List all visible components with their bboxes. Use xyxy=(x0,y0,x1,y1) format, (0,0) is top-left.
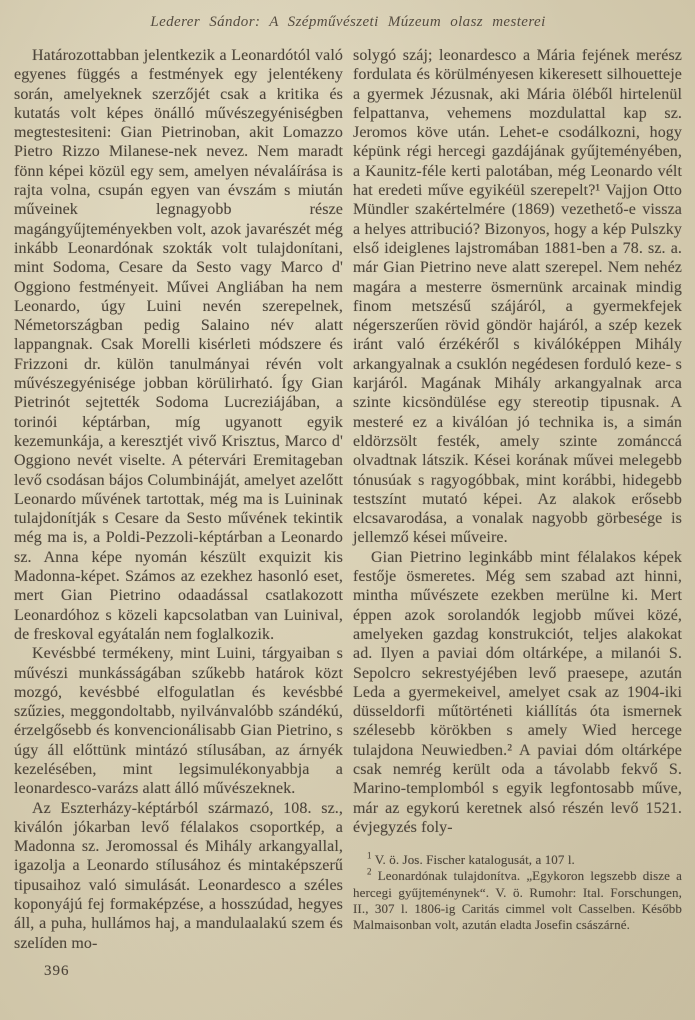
footnotes-block xyxy=(353,852,682,933)
text-columns xyxy=(14,46,682,981)
running-head-title: Lederer Sándor: A Szépművészeti Múzeum olasz mesterei xyxy=(150,14,546,30)
footnote-2 xyxy=(353,868,682,933)
paragraph-left-1: Határozottabban jelentkezik a Leonardótól való egyenes függés a festmények egy jelentékeny során, amelyeknek szerzőjét csak a kritika és kutatás volt képes önálló művészegyéniségben megtestesiteni: Gian Pietrinoban, akit Lomazzo Pietro Rizzo Milanese-nek nevez. Nem maradt fönn képei közül egy sem, amelyen névaláírása is rajta volna, csupán egyen van évszám s miután műveinek legnagyobb része magángyűjteményekben volt, azok javarészét még inkább Leonardónak szokták volt tulajdonítani, mint Sodoma, Cesare da Sesto vagy Marco d' Oggiono festményeit. Művei Angliában ha nem Leonardo, úgy Luini nevén szerepelnek, Németországban pedig Salaino név alatt lappangnak. Csak Morelli kisérleti módszere és Frizzoni dr. külön tanulmányai révén volt művészegyénisége jobban körülirható. Így Gian Pietrinót sejtették Sodoma Lucreziájában, a torinói képtárban, míg ugyanott egyik kezemunkája, a keresztjét vivő Krisztus, Marco d' Oggiono nevét viselte. A pétervári Eremitageban levő csodásan bájos Columbináját, amelyet azelőtt Leonardo művének tartottak, még ma is Luininak tulajdonítják s Cesare da Sesto művének tekintik még ma is, a Poldi-Pezzoli-képtárban a Leonardo sz. Anna képe nyomán készült exquizit kis Madonna-képet. Számos az ezekhez hasonló eset, mert Gian Pietrino odaadással csatlakozott Leonardóhoz s közeli kapcsolatban van Luinival, de freskoval egyátalán nem foglalkozik. xyxy=(14,47,343,643)
paragraph-right-2: Gian Pietrino leginkább mint félalakos képek festője ösmeretes. Még sem szabad azt hinni, mintha művészete ezekben merülne ki. Mert éppen azok sorolandók legjobb művei közé, amelyeken gazdag konstrukciót, teljes alakokat ad. Ilyen a paviai dóm oltárképe, a milanói S. Sepolcro sekrestyéjében levő praesepe, azután Leda a gyermekeivel, amelyet csak az 1904-iki düsseldorfi műtörténeti kiállítás óta ismernek szélesebb körökben s amely Wied hercege tulajdona Neuwiedben.² A paviai dóm oltárképe csak nemrég került oda a távolabb fekvő S. Marino-templomból s egyik legfontosabb műve, már az egykorú keretnek alsó részén levő 1521. évjegyzés foly- xyxy=(353,548,682,836)
footnote-2-text: Leonardónak tulajdonítva. „Egykoron legszebb disze a hercegi gyűjteménynek“. V. ö. Rumohr: Ital. Forschungen, II., 307 l. 1806-ig Caritás cimmel volt Casselben. Később Malmaisonban volt, azután eladta Josefin császárné. xyxy=(353,868,682,932)
footnote-1-text: V. ö. Jos. Fischer katalogusát, a 107 l. xyxy=(371,852,575,868)
paragraph-left-2: Kevésbbé termékeny, mint Luini, tárgyaiban s művészi munkásságában szűkebb határok közt mozgó, kevésbbé elfogulatlan és kevésbbé szűzies, meggondoltabb, nyilvánvalóbb szándékú, érzelgősebb és konvencionálisabb Gian Pietrino, s úgy áll előttünk mintázó stílusában, az árnyék kezelésében, mint legsimulékonyabbja a leonardesco-varázs alatt álló művészeknek. xyxy=(14,645,343,798)
paragraph-right-1: solygó száj; leonardesco a Mária fejének merész fordulata és körülményesen kikeresett silhouetteje a gyermek Jézusnak, aki Mária öléből hirtelenül felpattanva, vehemens mozdulattal kap sz. Jeromos köve után. Lehet-e csodálkozni, hogy képünk régi hercegi gazdájának gyűjteményében, a Kaunitz-féle kerti palotában, még Leonardo vélt hat eredeti műve egyikéül szerepelt?¹ Vajjon Otto Mündler szakértelmére (1869) vezethető-e vissza a helyes attribució? Bizonyos, hogy a kép Pulszky első ideiglenes lajstromában 1881-ben a 78. sz. a. már Gian Pietrino neve alatt szerepel. Nem nehéz magára a mesterre ösmernünk arcainak mindig finom metszésű szájáról, a gyermekfejek négerszerűen rövid göndör hajáról, a szép kezek iránt való érzékéről s kiválóképpen Mihály arkangyalnak a csuklón negédesen forduló keze- s karjáról. Magának Mihály arkangyalnak arca szinte kicsöndülése egy stereotip tipusnak. A mesteré ez a kiválóan jó technika is, a simán eldörzsölt festék, amely szinte zománccá olvadtnak látszik. Kései korának művei melegebb tónusúak s ragyogóbbak, mint korábbi, hidegebb testszínt mutató képei. Az alakok erősebb elcsavarodása, a vonalak nagyobb görbesége is jellemző kései műveire. xyxy=(353,47,682,547)
footnote-1 xyxy=(353,852,682,868)
page-number: 396 xyxy=(44,962,70,979)
footnote-1-marker: 1 xyxy=(367,850,372,861)
paragraph-left-3: Az Eszterházy-képtárból származó, 108. sz., kiválón jókarban levő félalakos csoportkép, a Madonna sz. Jeromossal és Mihály arkangyallal, igazolja a Leonardo stílusához és mintaképszerű tipusaihoz való simulását. Leonardesco a széles koponyájú fej formaképzése, a hosszúdad, hegyes áll, a puha, hullámos haj, a mandulaalakú szem és szelíden mo- xyxy=(14,799,343,952)
left-column xyxy=(14,46,343,981)
right-column xyxy=(353,46,682,981)
footnote-2-marker: 2 xyxy=(367,867,372,878)
